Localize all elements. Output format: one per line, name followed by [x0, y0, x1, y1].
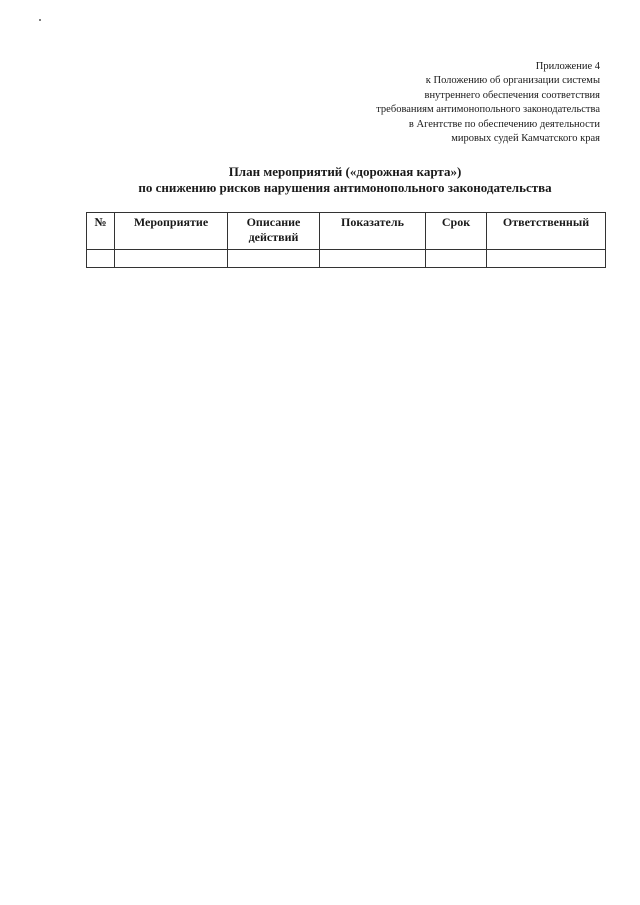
header-description	[228, 213, 320, 250]
title-line-1: План мероприятий («дорожная карта»)	[228, 164, 462, 179]
header-event: Мероприятие	[115, 213, 228, 250]
header-responsible: Ответственный	[487, 213, 606, 250]
document-title	[90, 164, 600, 196]
table-cell	[87, 250, 115, 268]
appendix-line: к Положению об организации системы	[425, 75, 600, 87]
header-indicator: Показатель	[320, 213, 426, 250]
appendix-line: Приложение 4	[535, 61, 600, 72]
roadmap-table	[86, 212, 606, 268]
table-cell	[487, 250, 606, 268]
table-header-row	[87, 213, 606, 250]
header-number: №	[87, 213, 115, 250]
table-row	[87, 250, 606, 268]
scan-speck	[39, 19, 41, 21]
appendix-line: мировых судей Камчатского края	[451, 133, 600, 145]
title-line-2: по снижению рисков нарушения антимонопольного законодательства	[138, 180, 552, 195]
table-cell	[426, 250, 487, 268]
appendix-line: внутреннего обеспечения соответствия	[424, 89, 600, 101]
header-description-line-2: действий	[248, 230, 299, 244]
table-cell	[320, 250, 426, 268]
appendix-line: требованиям антимонопольного законодательства	[376, 104, 600, 116]
header-description-line-1: Описание	[246, 215, 301, 229]
header-term: Срок	[426, 213, 487, 250]
table-cell	[115, 250, 228, 268]
appendix-line: в Агентстве по обеспечению деятельности	[408, 118, 600, 130]
table-cell	[228, 250, 320, 268]
appendix-reference	[280, 60, 600, 146]
